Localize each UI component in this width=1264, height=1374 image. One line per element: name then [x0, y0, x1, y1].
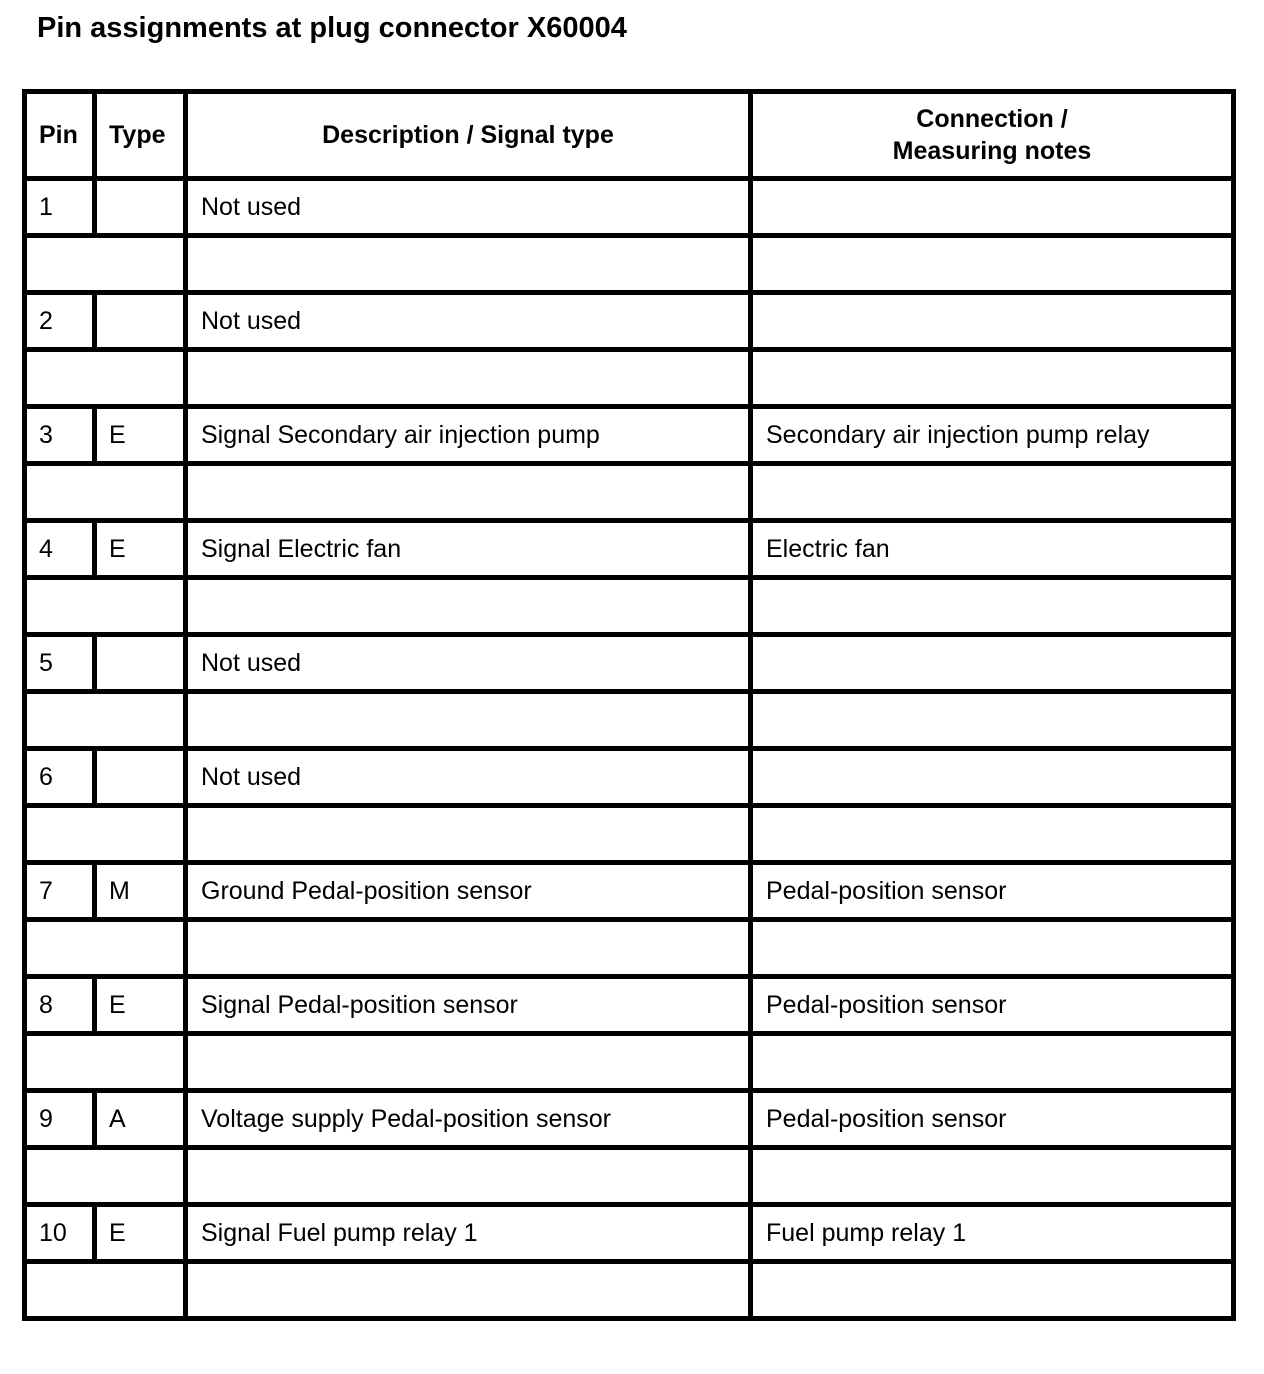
spacer-cell-pin-type — [25, 920, 186, 977]
spacer-cell-pin-type — [25, 806, 186, 863]
table-header-row — [25, 92, 1234, 179]
type-cell — [95, 179, 186, 236]
table-row — [25, 179, 1234, 236]
description-cell: Not used — [186, 749, 751, 806]
description-cell: Not used — [186, 635, 751, 692]
description-cell: Not used — [186, 179, 751, 236]
connection-cell: Pedal-position sensor — [751, 863, 1234, 920]
pin-cell: 10 — [25, 1205, 95, 1262]
table-row — [25, 635, 1234, 692]
table-spacer-row — [25, 1034, 1234, 1091]
table-spacer-row — [25, 1262, 1234, 1319]
pin-cell: 4 — [25, 521, 95, 578]
spacer-cell-connection — [751, 236, 1234, 293]
table-spacer-row — [25, 920, 1234, 977]
table-row — [25, 407, 1234, 464]
pin-cell: 2 — [25, 293, 95, 350]
spacer-cell-pin-type — [25, 236, 186, 293]
spacer-cell-pin-type — [25, 350, 186, 407]
header-connection-line1: Connection / — [916, 105, 1068, 133]
table-row — [25, 293, 1234, 350]
page-title: Pin assignments at plug connector X60004 — [37, 12, 627, 44]
type-cell: M — [95, 863, 186, 920]
description-cell: Signal Electric fan — [186, 521, 751, 578]
spacer-cell-description — [186, 464, 751, 521]
spacer-cell-pin-type — [25, 464, 186, 521]
type-cell — [95, 635, 186, 692]
connection-cell: Pedal-position sensor — [751, 977, 1234, 1034]
table-body — [25, 179, 1234, 1319]
pin-cell: 7 — [25, 863, 95, 920]
pin-cell: 1 — [25, 179, 95, 236]
spacer-cell-connection — [751, 578, 1234, 635]
connection-cell: Secondary air injection pump relay — [751, 407, 1234, 464]
spacer-cell-connection — [751, 1262, 1234, 1319]
spacer-cell-pin-type — [25, 1148, 186, 1205]
spacer-cell-description — [186, 692, 751, 749]
pin-cell: 9 — [25, 1091, 95, 1148]
spacer-cell-description — [186, 1148, 751, 1205]
connection-cell — [751, 635, 1234, 692]
table-row — [25, 1205, 1234, 1262]
type-cell — [95, 293, 186, 350]
table-spacer-row — [25, 806, 1234, 863]
type-cell: E — [95, 521, 186, 578]
type-cell: A — [95, 1091, 186, 1148]
table-row — [25, 863, 1234, 920]
table-row — [25, 749, 1234, 806]
pin-cell: 6 — [25, 749, 95, 806]
header-connection — [751, 92, 1234, 179]
spacer-cell-description — [186, 920, 751, 977]
spacer-cell-description — [186, 350, 751, 407]
spacer-cell-connection — [751, 692, 1234, 749]
spacer-cell-pin-type — [25, 1034, 186, 1091]
pin-cell: 8 — [25, 977, 95, 1034]
table-spacer-row — [25, 1148, 1234, 1205]
table-spacer-row — [25, 236, 1234, 293]
table-row — [25, 521, 1234, 578]
spacer-cell-pin-type — [25, 692, 186, 749]
table-spacer-row — [25, 692, 1234, 749]
spacer-cell-connection — [751, 1148, 1234, 1205]
table-row — [25, 1091, 1234, 1148]
header-pin: Pin — [25, 92, 95, 179]
table-spacer-row — [25, 350, 1234, 407]
connection-cell: Electric fan — [751, 521, 1234, 578]
table-spacer-row — [25, 464, 1234, 521]
connection-cell — [751, 293, 1234, 350]
spacer-cell-connection — [751, 350, 1234, 407]
description-cell: Signal Secondary air injection pump — [186, 407, 751, 464]
pin-assignment-table — [22, 89, 1236, 1321]
description-cell: Voltage supply Pedal-position sensor — [186, 1091, 751, 1148]
description-cell: Signal Pedal-position sensor — [186, 977, 751, 1034]
spacer-cell-description — [186, 578, 751, 635]
description-cell: Ground Pedal-position sensor — [186, 863, 751, 920]
header-description: Description / Signal type — [186, 92, 751, 179]
type-cell: E — [95, 407, 186, 464]
type-cell: E — [95, 977, 186, 1034]
pin-cell: 3 — [25, 407, 95, 464]
table-row — [25, 977, 1234, 1034]
spacer-cell-pin-type — [25, 578, 186, 635]
connection-cell: Pedal-position sensor — [751, 1091, 1234, 1148]
spacer-cell-description — [186, 1262, 751, 1319]
header-type: Type — [95, 92, 186, 179]
spacer-cell-description — [186, 1034, 751, 1091]
spacer-cell-description — [186, 236, 751, 293]
connection-cell: Fuel pump relay 1 — [751, 1205, 1234, 1262]
pin-cell: 5 — [25, 635, 95, 692]
spacer-cell-pin-type — [25, 1262, 186, 1319]
spacer-cell-connection — [751, 1034, 1234, 1091]
connection-cell — [751, 179, 1234, 236]
spacer-cell-connection — [751, 464, 1234, 521]
header-connection-line2: Measuring notes — [892, 137, 1092, 165]
spacer-cell-connection — [751, 920, 1234, 977]
description-cell: Signal Fuel pump relay 1 — [186, 1205, 751, 1262]
description-cell: Not used — [186, 293, 751, 350]
type-cell — [95, 749, 186, 806]
table-spacer-row — [25, 578, 1234, 635]
spacer-cell-connection — [751, 806, 1234, 863]
type-cell: E — [95, 1205, 186, 1262]
connection-cell — [751, 749, 1234, 806]
spacer-cell-description — [186, 806, 751, 863]
